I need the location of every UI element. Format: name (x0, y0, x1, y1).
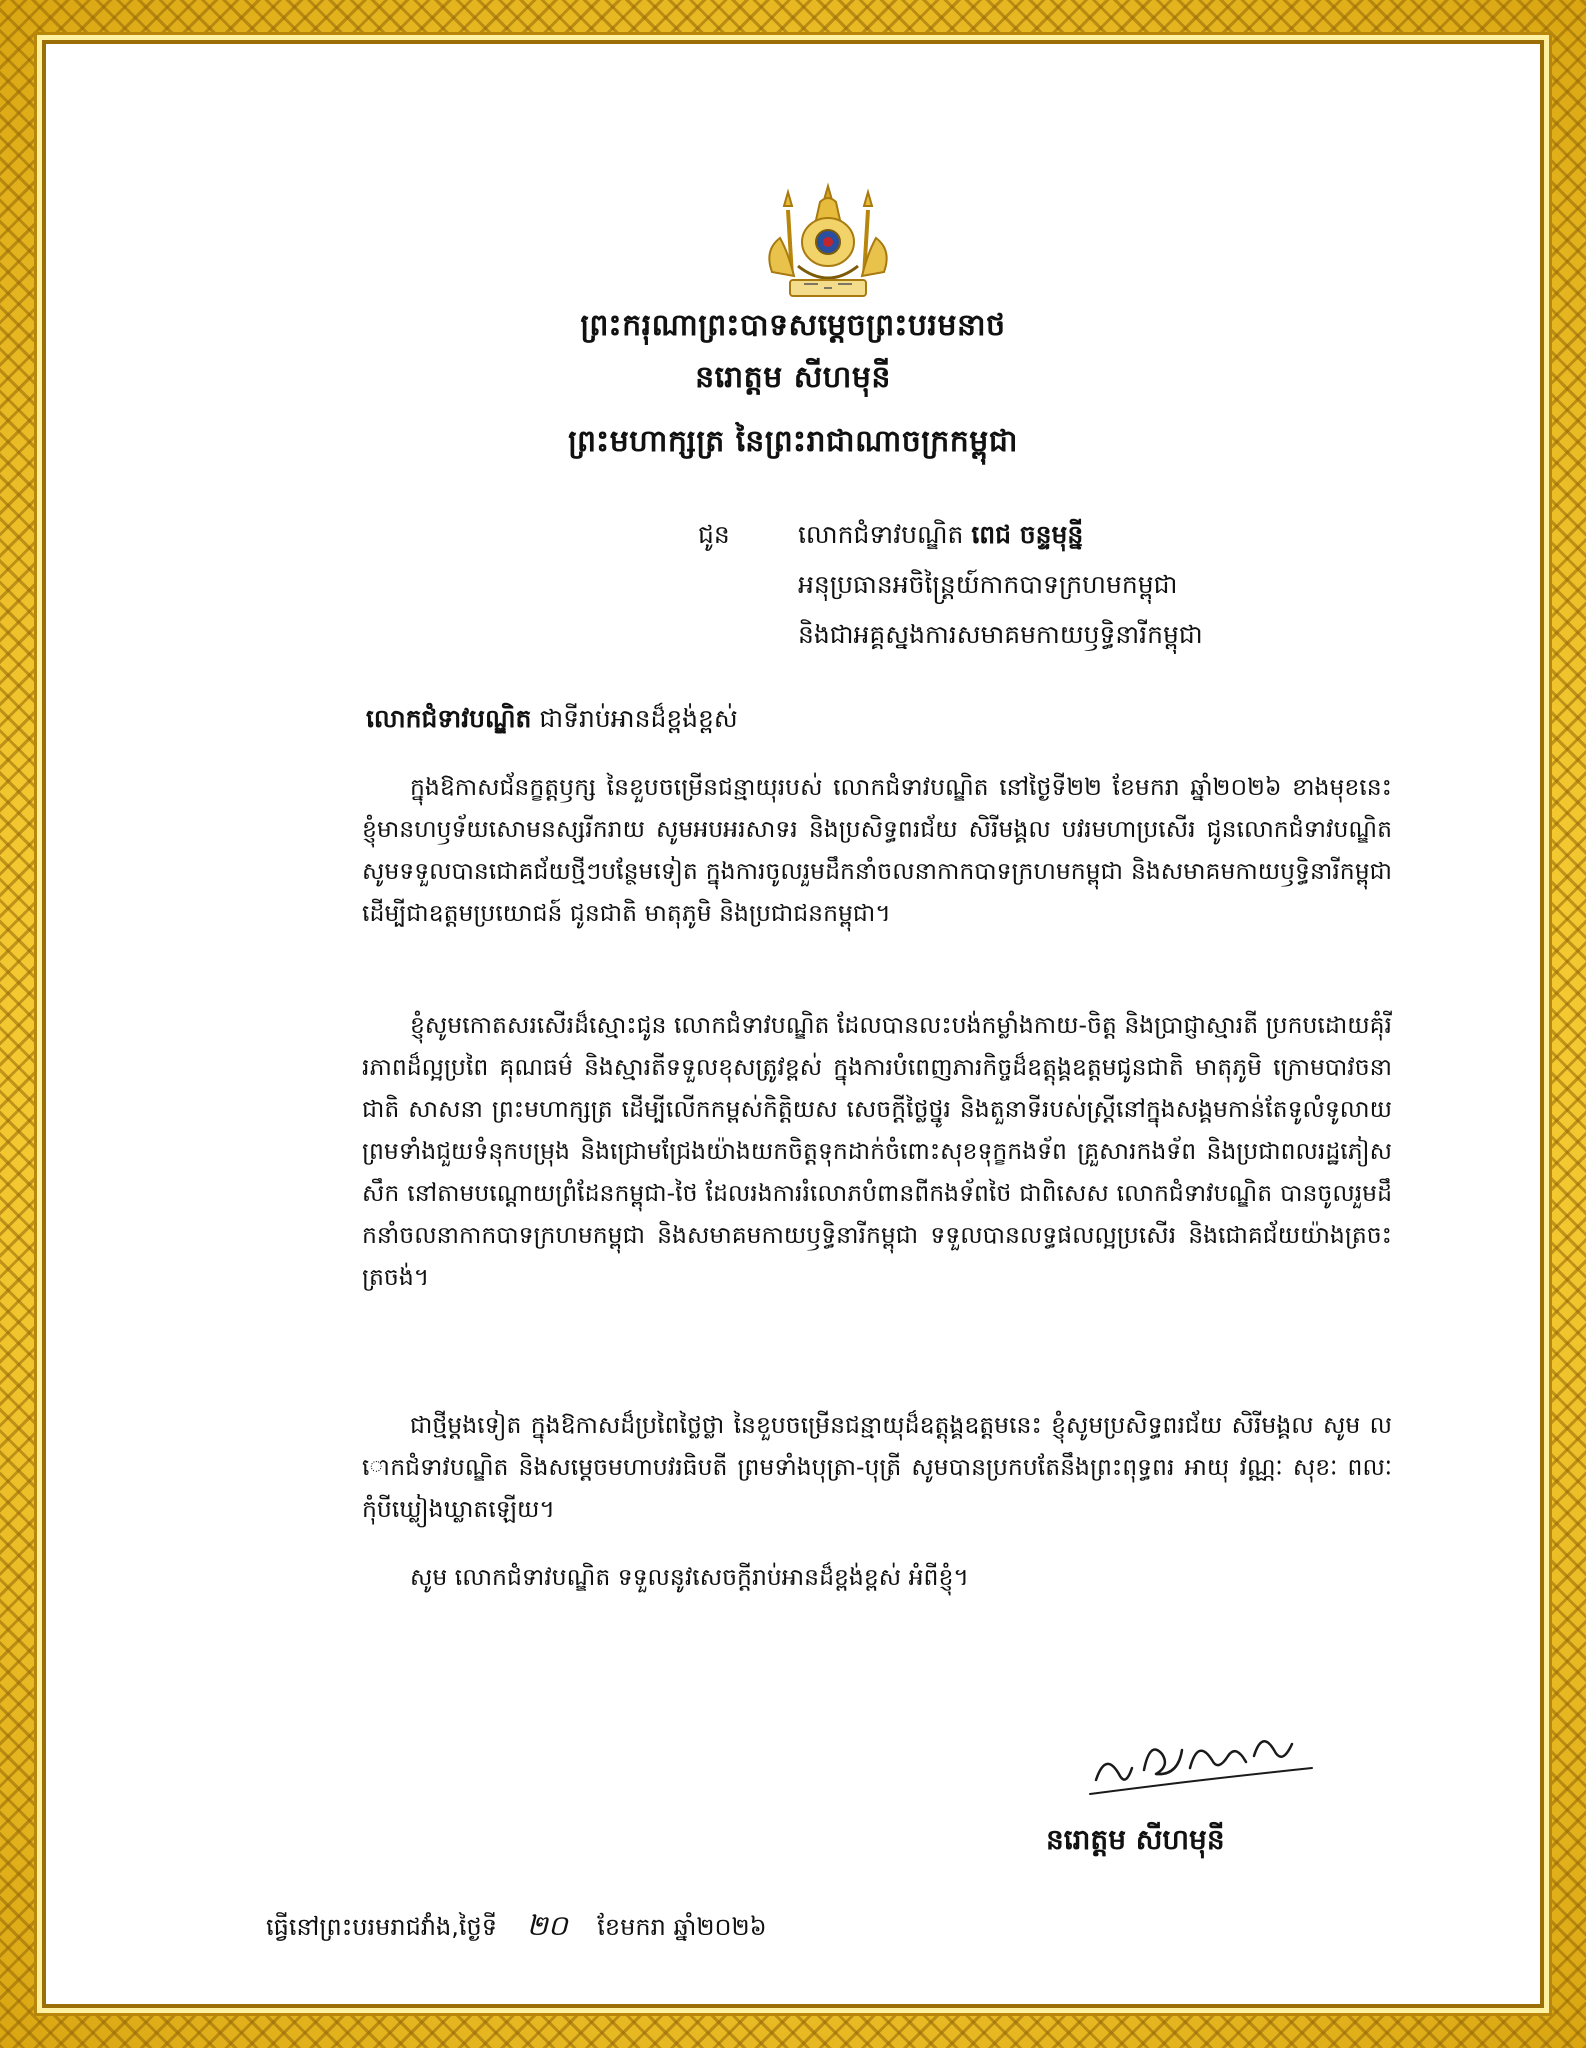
handwritten-signature (1086, 1710, 1316, 1800)
heading-king-name: នរោត្តម សីហមុនី (695, 360, 891, 395)
letter-paper (46, 44, 1540, 2004)
salutation-title: លោកជំទាវបណ្ឌិត (366, 704, 532, 733)
handwritten-day: ២០ (526, 1909, 568, 1942)
body-paragraph-1: ក្នុងឱកាសជ័នក្ខត្តឫក្ស នៃខួបចម្រើនជន្មាយុរបស់ លោកជំទាវបណ្ឌិត នៅថ្ងៃទី២២ ខែមករា ឆ្នាំ២០២៦ ខាងមុខនេះ ខ្ញុំមានហឫទ័យសោមនស្សរីករាយ សូមអបអរសាទរ និងប្រសិទ្ធពរជ័យ សិរីមង្គល បវរមហាប្រសើរ ជូនលោកជំទាវបណ្ឌិត សូមទទួលបានជោគជ័យថ្មីៗបន្ថែមទៀត ក្នុងការចូលរួមដឹកនាំចលនាកាកបាទក្រហមកម្ពុជា និងសមាគមកាយឫទ្ធិនារីកម្ពុជា ដើម្បីជាឧត្តមប្រយោជន៍ ជូនជាតិ មាតុភូមិ និងប្រជាជនកម្ពុជា។ (362, 773, 1392, 927)
heading-kingdom: ព្រះមហាក្សត្រ នៃព្រះរាជាណាចក្រកម្ពុជា (568, 424, 1018, 459)
body-paragraph-2: ខ្ញុំសូមកោតសរសើរដ៏ស្មោះជូន លោកជំទាវបណ្ឌិត ដែលបានលះបង់កម្លាំងកាយ-ចិត្ត និងប្រាជ្ញាស្មារតី ប្រកបដោយគុំរីរភាពដ៏ល្អប្រពៃ គុណធម៌ និងស្មារតីទទួលខុសត្រូវខ្ពស់ ក្នុងការបំពេញភារកិច្ចដ៏ឧត្តុង្គឧត្តមជូនជាតិ មាតុភូមិ ក្រោមបាវចនា ជាតិ សាសនា ព្រះមហាក្សត្រ ដើម្បីលើកកម្ពស់កិត្តិយស សេចក្តីថ្លៃថ្នូរ និងតួនាទីរបស់ស្ត្រីនៅក្នុងសង្គមកាន់តែទូលំទូលាយ ព្រមទាំងជួយទំនុកបម្រុង និងជ្រោមជ្រែងយ៉ាងយកចិត្តទុកដាក់ចំពោះសុខទុក្ខកងទ័ព គ្រួសារកងទ័ព និងប្រជាពលរដ្ឋភៀសសឹក នៅតាមបណ្តោយព្រំដែនកម្ពុជា-ថៃ ដែលរងការរំលោភបំពានពីកងទ័ពថៃ ជាពិសេស លោកជំទាវបណ្ឌិត បានចូលរួមដឹកនាំចលនាកាកបាទក្រហមកម្ពុជា និងសមាគមកាយឫទ្ធិនារីកម្ពុជា ទទួលបានលទ្ធផលល្អប្រសើរ និងជោគជ័យយ៉ាងត្រចះត្រចង់។ (362, 1011, 1392, 1291)
place-and-date (266, 1908, 767, 1949)
recipient-title: លោកជំទាវបណ្ឌិត (798, 520, 964, 549)
heading-royal-title: ព្រះករុណាព្រះបាទសម្តេចព្រះបរមនាថ (580, 308, 1006, 343)
salutation (366, 704, 738, 740)
recipient-position-2: និងជាអគ្គស្នងការសមាគមកាយឫទ្ធិនារីកម្ពុជា (798, 620, 1203, 649)
place-prefix: ធ្វើនៅព្រះបរមរាជវាំង,ថ្ងៃទី (266, 1913, 497, 1941)
body-paragraph-3: ជាថ្មីម្តងទៀត ក្នុងឱកាសដ៏ប្រពៃថ្លៃថ្លា នៃខួបចម្រើនជន្មាយុដ៏ឧត្តុង្គឧត្តមនេះ ខ្ញុំសូមប្រសិទ្ធពរជ័យ សិរីមង្គល សូម លោកជំទាវបណ្ឌិត និងសម្តេចមហាបវរធិបតី ព្រមទាំងបុត្រា-បុត្រី សូមបានប្រកបតែនឹងព្រះពុទ្ធពរ អាយុ វណ្ណៈ សុខៈ ពលៈ កុំបីឃ្លៀងឃ្លាតឡើយ។ (362, 1411, 1392, 1523)
recipient-line (798, 520, 1083, 556)
recipient-label: ជូន (698, 520, 730, 549)
recipient-name: ពេជ ចន្ទមុន្នី (971, 520, 1084, 549)
recipient-position-1: អនុប្រធានអចិន្ត្រៃយ៍កាកបាទក្រហមកម្ពុជា (798, 570, 1178, 599)
month-year: ខែមករា ឆ្នាំ២០២៦ (597, 1913, 767, 1941)
salutation-text: ជាទីរាប់អានដ៏ខ្ពង់ខ្ពស់ (539, 704, 738, 733)
royal-arms-emblem (754, 180, 902, 310)
signer-name: នរោត្តម សីហមុនី (1046, 1823, 1225, 1856)
body-paragraph-4: សូម លោកជំទាវបណ្ឌិត ទទួលនូវសេចក្តីរាប់អានដ៏ខ្ពង់ខ្ពស់ អំពីខ្ញុំ។ (410, 1563, 969, 1591)
